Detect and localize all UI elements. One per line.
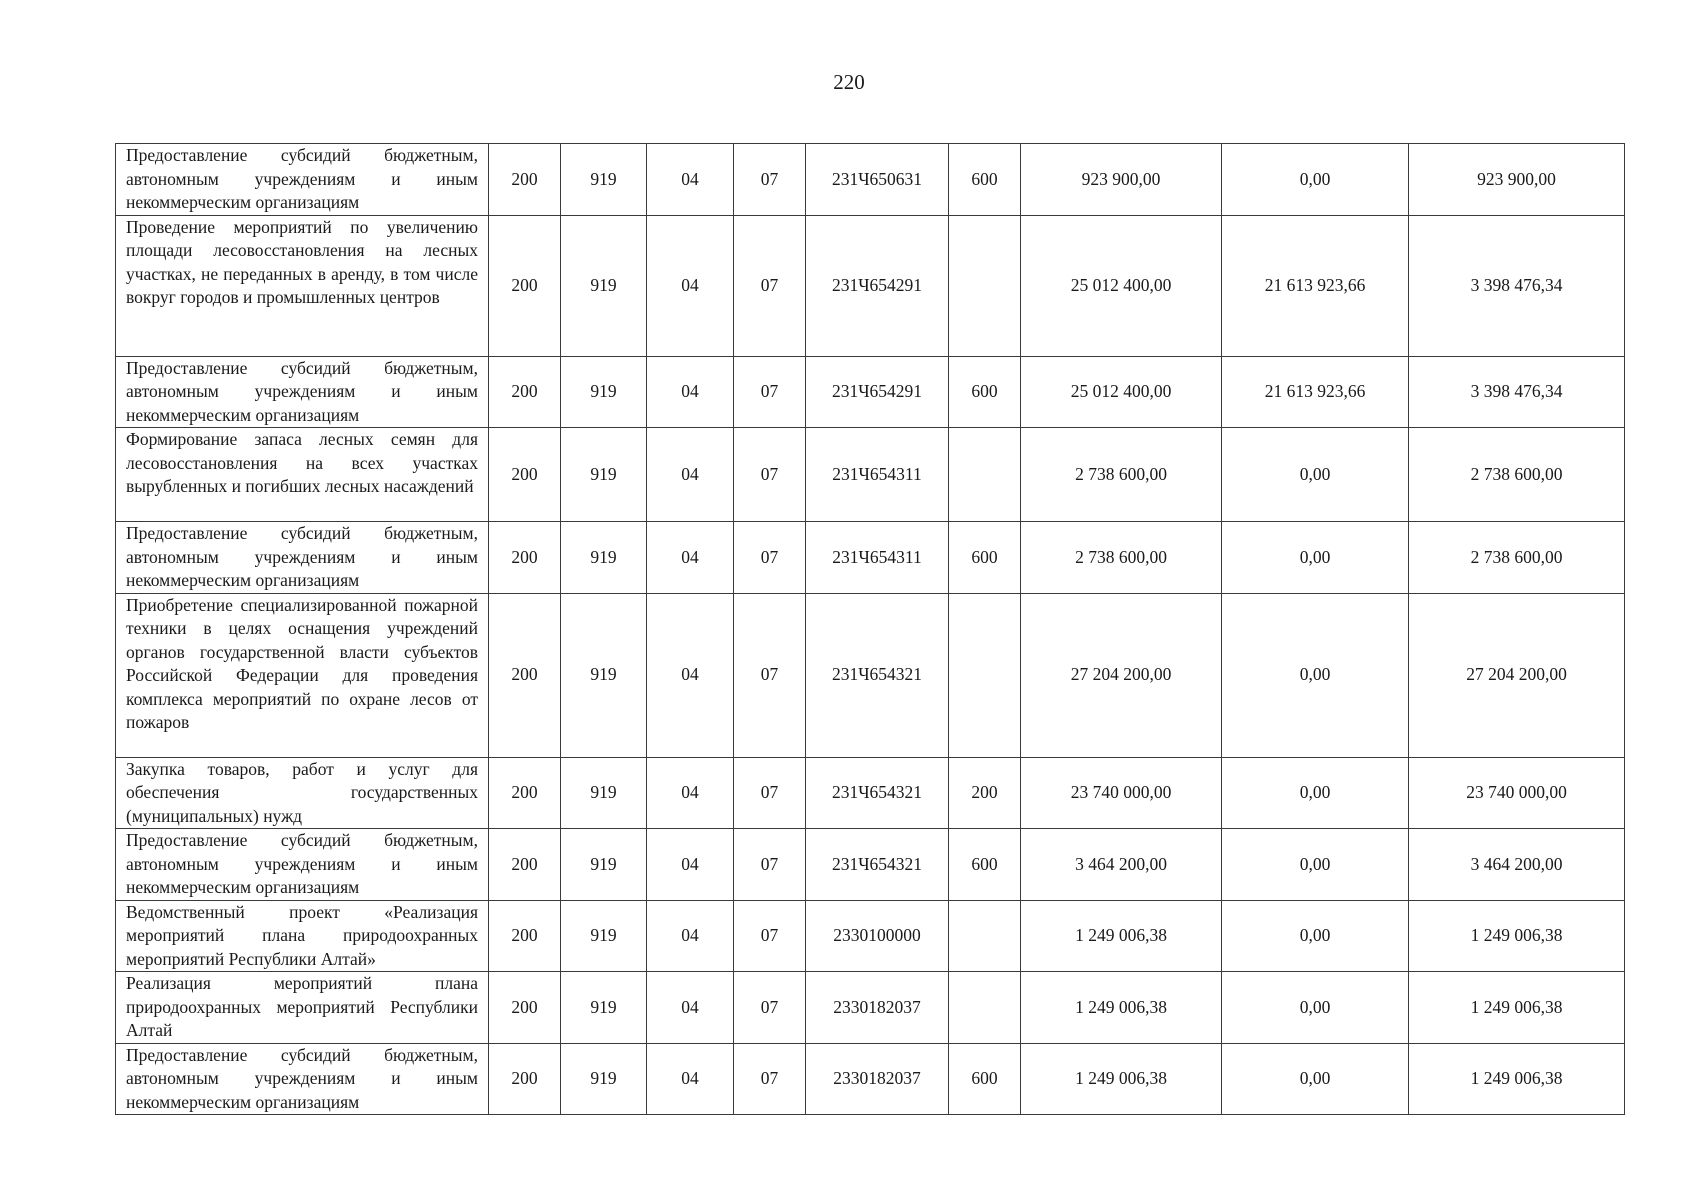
- cell-target-code: 231Ч654321: [806, 757, 949, 829]
- cell-sum: 3 464 200,00: [1021, 829, 1222, 901]
- cell-section: 04: [647, 972, 734, 1044]
- cell-target-code: 231Ч654321: [806, 593, 949, 757]
- cell-sum-3: 2 738 600,00: [1409, 428, 1625, 522]
- row-name: Предоставление субсидий бюджетным, автономным учреждениям и иным некоммерческим организациям: [116, 1043, 489, 1115]
- cell-code-2: 919: [561, 900, 647, 972]
- cell-subsection: 07: [734, 215, 806, 356]
- cell-code-1: 200: [489, 972, 561, 1044]
- cell-code-1: 200: [489, 593, 561, 757]
- cell-sum-2: 0,00: [1222, 1043, 1409, 1115]
- cell-expense-type: 600: [949, 1043, 1021, 1115]
- row-name: Ведомственный проект «Реализация мероприятий плана природоохранных мероприятий Республики Алтай»: [116, 900, 489, 972]
- cell-code-1: 200: [489, 829, 561, 901]
- row-name: Предоставление субсидий бюджетным, автономным учреждениям и иным некоммерческим организациям: [116, 356, 489, 428]
- cell-sum-2: 0,00: [1222, 900, 1409, 972]
- row-name: Предоставление субсидий бюджетным, автономным учреждениям и иным некоммерческим организациям: [116, 522, 489, 594]
- cell-sum-3: 1 249 006,38: [1409, 900, 1625, 972]
- cell-sum: 923 900,00: [1021, 144, 1222, 216]
- row-name: Предоставление субсидий бюджетным, автономным учреждениям и иным некоммерческим организациям: [116, 144, 489, 216]
- cell-expense-type: [949, 972, 1021, 1044]
- cell-expense-type: 600: [949, 829, 1021, 901]
- cell-sum-3: 23 740 000,00: [1409, 757, 1625, 829]
- cell-section: 04: [647, 900, 734, 972]
- table-row: [116, 356, 1625, 428]
- cell-sum: 25 012 400,00: [1021, 215, 1222, 356]
- cell-code-2: 919: [561, 356, 647, 428]
- page-number: 220: [833, 70, 865, 94]
- table-row: [116, 829, 1625, 901]
- cell-sum-2: 0,00: [1222, 972, 1409, 1044]
- cell-expense-type: 600: [949, 522, 1021, 594]
- cell-section: 04: [647, 144, 734, 216]
- cell-subsection: 07: [734, 522, 806, 594]
- cell-section: 04: [647, 215, 734, 356]
- cell-code-1: 200: [489, 428, 561, 522]
- row-name: Проведение мероприятий по увеличению площади лесовосстановления на лесных участках, не переданных в аренду, в том числе вокруг городов и промышленных центров: [116, 215, 489, 356]
- cell-sum-2: 0,00: [1222, 428, 1409, 522]
- cell-section: 04: [647, 829, 734, 901]
- row-name: Предоставление субсидий бюджетным, автономным учреждениям и иным некоммерческим организациям: [116, 829, 489, 901]
- cell-sum: 2 738 600,00: [1021, 428, 1222, 522]
- table-row: [116, 757, 1625, 829]
- cell-sum-2: 0,00: [1222, 522, 1409, 594]
- cell-expense-type: [949, 428, 1021, 522]
- cell-code-1: 200: [489, 356, 561, 428]
- cell-target-code: 231Ч650631: [806, 144, 949, 216]
- cell-code-2: 919: [561, 972, 647, 1044]
- cell-code-2: 919: [561, 829, 647, 901]
- cell-expense-type: 200: [949, 757, 1021, 829]
- cell-sum-2: 0,00: [1222, 757, 1409, 829]
- cell-section: 04: [647, 757, 734, 829]
- cell-section: 04: [647, 522, 734, 594]
- cell-code-2: 919: [561, 428, 647, 522]
- cell-sum: 1 249 006,38: [1021, 900, 1222, 972]
- cell-sum: 1 249 006,38: [1021, 972, 1222, 1044]
- cell-target-code: 231Ч654291: [806, 215, 949, 356]
- cell-target-code: 2330182037: [806, 972, 949, 1044]
- cell-target-code: 2330100000: [806, 900, 949, 972]
- cell-sum-3: 1 249 006,38: [1409, 1043, 1625, 1115]
- cell-subsection: 07: [734, 1043, 806, 1115]
- row-name: Формирование запаса лесных семян для лесовосстановления на всех участках вырубленных и погибших лесных насаждений: [116, 428, 489, 522]
- cell-sum-2: 0,00: [1222, 593, 1409, 757]
- cell-sum: 2 738 600,00: [1021, 522, 1222, 594]
- cell-sum-3: 3 464 200,00: [1409, 829, 1625, 901]
- cell-sum: 27 204 200,00: [1021, 593, 1222, 757]
- row-name: Приобретение специализированной пожарной техники в целях оснащения учреждений органов государственной власти субъектов Российской Федерации для проведения комплекса мероприятий по охране лесов от пожаров: [116, 593, 489, 757]
- cell-target-code: 2330182037: [806, 1043, 949, 1115]
- cell-sum-3: 3 398 476,34: [1409, 356, 1625, 428]
- cell-expense-type: 600: [949, 144, 1021, 216]
- cell-sum: 23 740 000,00: [1021, 757, 1222, 829]
- table-row: [116, 522, 1625, 594]
- cell-sum-2: 21 613 923,66: [1222, 356, 1409, 428]
- cell-code-2: 919: [561, 215, 647, 356]
- cell-sum-3: 3 398 476,34: [1409, 215, 1625, 356]
- cell-sum-3: 923 900,00: [1409, 144, 1625, 216]
- cell-sum-2: 0,00: [1222, 829, 1409, 901]
- table-row: [116, 593, 1625, 757]
- cell-subsection: 07: [734, 144, 806, 216]
- table-row: [116, 972, 1625, 1044]
- cell-code-1: 200: [489, 900, 561, 972]
- cell-code-1: 200: [489, 1043, 561, 1115]
- cell-code-1: 200: [489, 522, 561, 594]
- cell-section: 04: [647, 1043, 734, 1115]
- row-name: Реализация мероприятий плана природоохранных мероприятий Республики Алтай: [116, 972, 489, 1044]
- cell-target-code: 231Ч654311: [806, 522, 949, 594]
- cell-expense-type: [949, 215, 1021, 356]
- table-row: [116, 900, 1625, 972]
- table-row: [116, 1043, 1625, 1115]
- cell-code-1: 200: [489, 215, 561, 356]
- table-row: [116, 215, 1625, 356]
- row-name: Закупка товаров, работ и услуг для обеспечения государственных (муниципальных) нужд: [116, 757, 489, 829]
- cell-section: 04: [647, 428, 734, 522]
- cell-sum: 25 012 400,00: [1021, 356, 1222, 428]
- cell-subsection: 07: [734, 428, 806, 522]
- cell-section: 04: [647, 593, 734, 757]
- cell-sum-3: 2 738 600,00: [1409, 522, 1625, 594]
- cell-target-code: 231Ч654321: [806, 829, 949, 901]
- cell-code-2: 919: [561, 144, 647, 216]
- table-row: [116, 144, 1625, 216]
- cell-sum-3: 27 204 200,00: [1409, 593, 1625, 757]
- cell-subsection: 07: [734, 757, 806, 829]
- cell-code-2: 919: [561, 593, 647, 757]
- cell-code-2: 919: [561, 1043, 647, 1115]
- cell-sum-2: 0,00: [1222, 144, 1409, 216]
- cell-subsection: 07: [734, 593, 806, 757]
- cell-code-1: 200: [489, 144, 561, 216]
- table-row: [116, 428, 1625, 522]
- cell-expense-type: [949, 900, 1021, 972]
- cell-target-code: 231Ч654291: [806, 356, 949, 428]
- cell-expense-type: [949, 593, 1021, 757]
- budget-table: [115, 143, 1625, 1115]
- cell-sum: 1 249 006,38: [1021, 1043, 1222, 1115]
- cell-code-2: 919: [561, 522, 647, 594]
- cell-subsection: 07: [734, 972, 806, 1044]
- cell-target-code: 231Ч654311: [806, 428, 949, 522]
- cell-section: 04: [647, 356, 734, 428]
- cell-code-2: 919: [561, 757, 647, 829]
- cell-sum-3: 1 249 006,38: [1409, 972, 1625, 1044]
- cell-sum-2: 21 613 923,66: [1222, 215, 1409, 356]
- cell-subsection: 07: [734, 356, 806, 428]
- cell-code-1: 200: [489, 757, 561, 829]
- cell-expense-type: 600: [949, 356, 1021, 428]
- cell-subsection: 07: [734, 900, 806, 972]
- cell-subsection: 07: [734, 829, 806, 901]
